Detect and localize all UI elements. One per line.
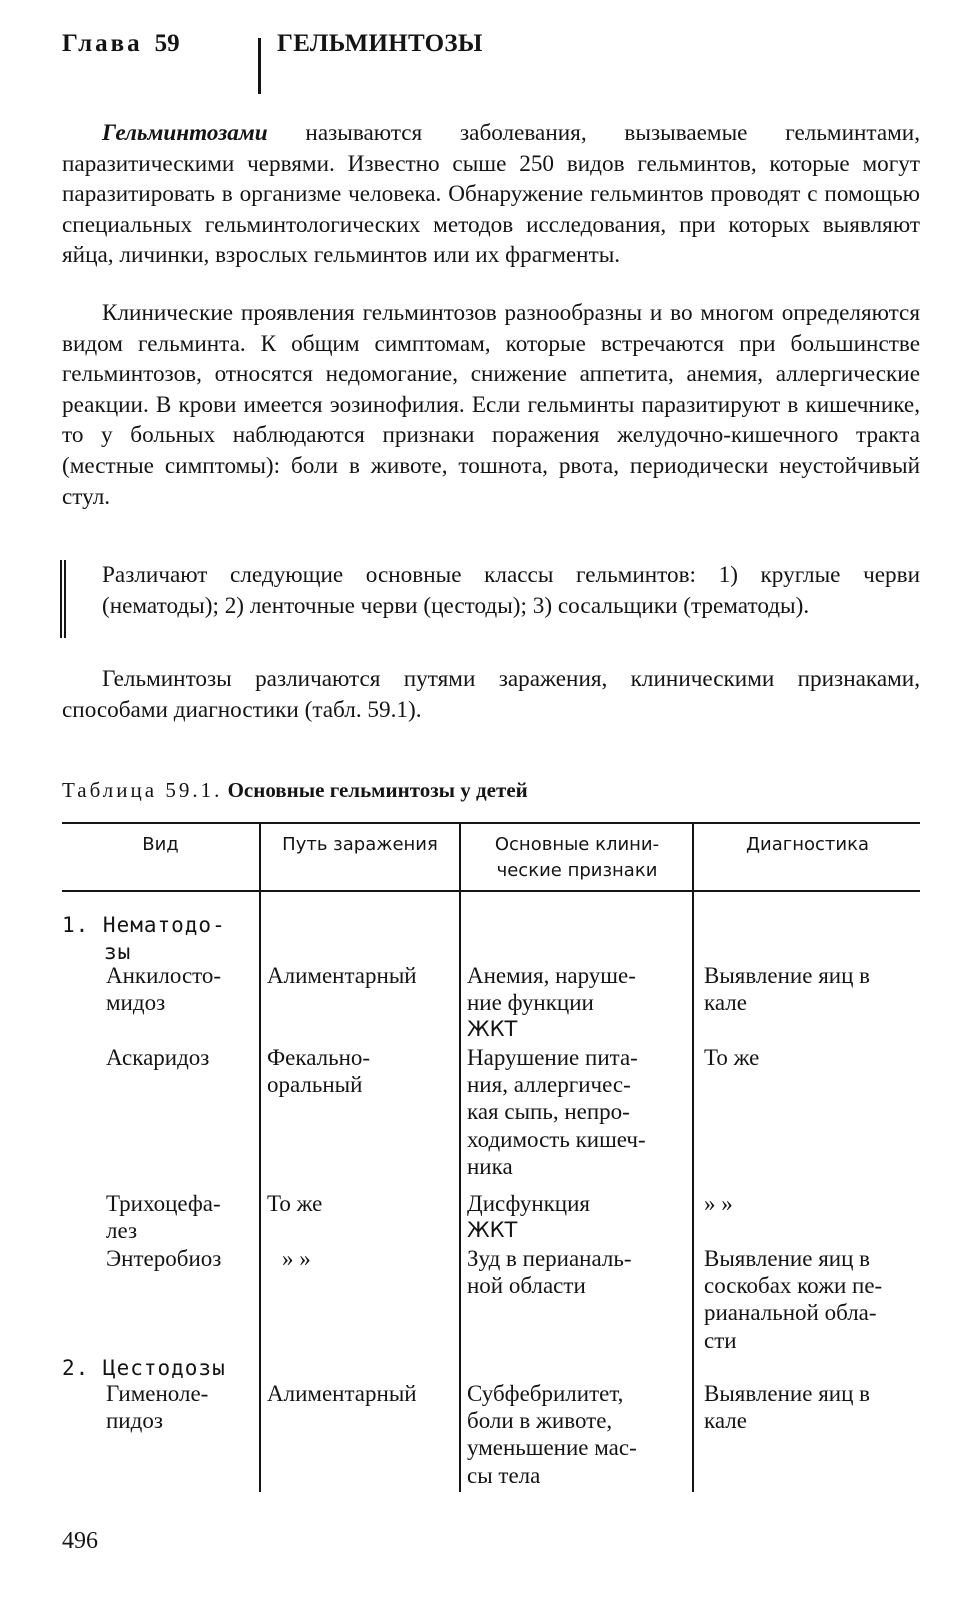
cell-line: ной области xyxy=(467,1273,586,1299)
cell-line: Выявление яиц в xyxy=(704,963,870,988)
cell-line: соскобах кожи пе- xyxy=(704,1273,883,1299)
cell-line: боли в животе, xyxy=(467,1408,613,1434)
cell-line: лез xyxy=(106,1218,138,1244)
cell-diagnostics xyxy=(704,962,870,1016)
cell-signs xyxy=(467,1245,632,1299)
paragraph-4-text: Гельминтозы различаются путями заражения, клиническими признаками, способами диагностики (табл. 59.1). xyxy=(62,666,920,723)
cell-kind: Аскаридоз xyxy=(106,1045,210,1070)
cell-signs xyxy=(467,962,636,1044)
cell-line: Зуд в перианаль- xyxy=(467,1246,632,1271)
cell-line: ния, аллергичес- xyxy=(467,1072,631,1098)
cell-kind xyxy=(106,1380,208,1434)
paragraph-2-text: Клинические проявления гельминтозов разнообразны и во многом определяются видом гельминта. К общим симптомам, которые встречаются при большинстве гельминтозов, относятся недомогание, снижение аппетита, анемия, аллергические реакции. В крови имеется эозинофилия. Если гельминты паразитируют в кишечнике, то у больных наблюдаются признаки поражения желудочно-кишечного тракта (местные симптомы): боли в животе, тошнота, рвота, периодически неустойчивый стул. xyxy=(62,300,920,510)
cell-line: мидоз xyxy=(106,990,166,1016)
cell-line: Субфебрилитет, xyxy=(467,1381,624,1406)
table-top-rule xyxy=(62,822,920,824)
cell-line: ника xyxy=(467,1153,513,1179)
paragraph-2 xyxy=(62,298,920,512)
cell-line: уменьшение мас- xyxy=(467,1435,637,1461)
header-signs-line: Основные клини- xyxy=(494,834,660,855)
chapter-word: Глава xyxy=(62,30,143,57)
paragraph-3: Различают следующие основные классы гельминтов: 1) круглые черви (нематоды); 2) ленточные черви (цестоды); 3) сосальщики (трематоды). xyxy=(102,562,920,619)
cell-line: рианальной обла- xyxy=(704,1300,877,1326)
cell-line: сы тела xyxy=(467,1462,541,1488)
cell-line: Фекально- xyxy=(267,1045,371,1070)
note-marker xyxy=(60,560,68,638)
cell-line: кале xyxy=(704,1408,747,1434)
table-caption-title: Основные гельминтозы у детей xyxy=(227,778,528,802)
cell-line: пидоз xyxy=(106,1408,163,1434)
cell-diagnostics xyxy=(704,1380,870,1434)
cell-kind: Энтеробиоз xyxy=(106,1246,222,1271)
cell-route: » » xyxy=(282,1246,311,1271)
paragraph-1 xyxy=(62,118,920,271)
cell-diagnostics: То же xyxy=(704,1045,760,1070)
cell-line: ЖКТ xyxy=(467,1218,518,1243)
chapter-title: ГЕЛЬМИНТОЗЫ xyxy=(277,30,483,57)
cell-line: кале xyxy=(704,990,747,1016)
cell-line: ходимость кишеч- xyxy=(467,1126,646,1152)
table-caption-label: Таблица 59.1. xyxy=(62,778,223,802)
group-title-line: зы xyxy=(104,940,132,964)
chapter-label xyxy=(62,30,180,58)
cell-line: Анемия, наруше- xyxy=(467,963,636,988)
header-signs-line: ческие признаки xyxy=(496,860,658,881)
header-signs xyxy=(462,832,692,884)
header-kind: Вид xyxy=(142,834,179,855)
cell-diagnostics: » » xyxy=(704,1191,733,1216)
cell-route xyxy=(267,1044,370,1098)
cell-line: сти xyxy=(704,1327,737,1353)
cell-line: Выявление яиц в xyxy=(704,1381,870,1406)
cell-line: ние функции xyxy=(467,990,594,1016)
cell-line: Выявление яиц в xyxy=(704,1246,870,1271)
cell-diagnostics xyxy=(704,1245,882,1354)
cell-signs xyxy=(467,1190,590,1244)
header-route: Путь заражения xyxy=(282,834,438,855)
table-header-rule xyxy=(62,890,920,892)
cell-line: Дисфункция xyxy=(467,1191,590,1216)
column-divider xyxy=(692,822,694,1492)
page-number: 496 xyxy=(62,1528,98,1554)
chapter-number: 59 xyxy=(154,30,180,57)
paragraph-4 xyxy=(62,664,920,725)
group-title-cestodes: 2. Цестодозы xyxy=(62,1356,226,1380)
cell-line: Трихоцефа- xyxy=(106,1191,221,1216)
header-diagnostics: Диагностика xyxy=(745,834,869,855)
cell-line: Нарушение пита- xyxy=(467,1045,638,1070)
cell-kind xyxy=(106,1190,221,1244)
cell-signs xyxy=(467,1380,637,1489)
cell-route: Алиментарный xyxy=(267,1381,417,1406)
cell-line: ЖКТ xyxy=(467,1017,518,1042)
paragraph-1-text: называются заболевания, вызываемые гельминтами, паразитическими червями. Известно сыше 250 видов гельминтов, которые могут паразитировать в организме человека. Обнаружение гельминтов проводят с помощью специальных гельминтологических методов исследования, при которых выявляют яйца, личинки, взрослых гельминтов или их фрагменты. xyxy=(62,120,920,269)
cell-route: То же xyxy=(267,1191,323,1216)
paragraph-1-term: Гельминтозами xyxy=(102,120,268,146)
table-caption xyxy=(62,778,528,803)
chapter-divider xyxy=(258,38,261,94)
cell-line: кая сыпь, непро- xyxy=(467,1099,630,1125)
cell-line: Анкилосто- xyxy=(106,963,222,988)
column-divider xyxy=(259,822,261,1492)
group-title-nematodes xyxy=(62,912,226,966)
column-divider xyxy=(459,822,461,1492)
cell-kind xyxy=(106,962,221,1016)
cell-signs xyxy=(467,1044,646,1180)
cell-line: Гименоле- xyxy=(106,1381,209,1406)
cell-line: оральный xyxy=(267,1072,363,1098)
group-title-line: 1. Нематодо- xyxy=(62,913,226,937)
cell-route: Алиментарный xyxy=(267,963,417,988)
